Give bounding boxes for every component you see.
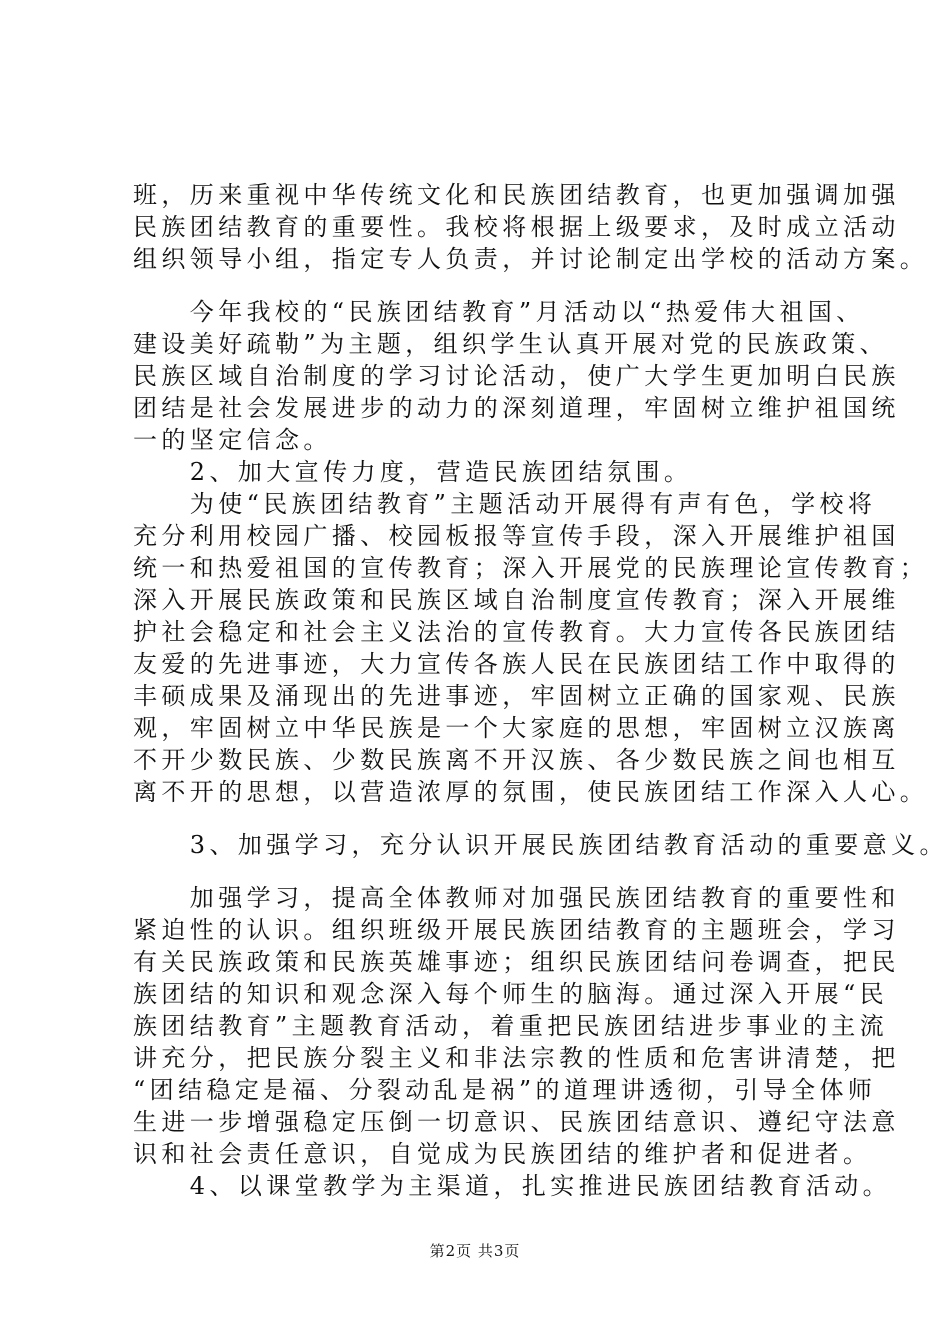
text-line: 紧迫性的认识。组织班级开展民族团结教育的主题班会，学习 [133,916,900,944]
page-number-footer: 第2页 共3页 [429,1242,521,1260]
text-line: 今年我校的“民族团结教育”月活动以“热爱伟大祖国、 [133,298,865,326]
text-line: 族团结教育”主题教育活动，着重把民族团结进步事业的主流 [133,1012,889,1040]
text-line: 生进一步增强稳定压倒一切意识、民族团结意识、遵纪守法意 [133,1108,900,1136]
text-line: 识和社会责任意识，自觉成为民族团结的维护者和促进者。 [133,1140,872,1168]
text-line: “团结稳定是福、分裂动乱是祸”的道理讲透彻，引导全体师 [133,1076,877,1104]
text-line: 观，牢固树立中华民族是一个大家庭的思想，牢固树立汉族离 [133,714,900,742]
text-line: 丰硕成果及涌现出的先进事迹，牢固树立正确的国家观、民族 [133,682,900,710]
text-line: 统一和热爱祖国的宣传教育；深入开展党的民族理论宣传教育； [133,554,929,582]
text-line: 有关民族政策和民族英雄事迹；组织民族团结问卷调查，把民 [133,948,900,976]
section-heading: 4、以课堂教学为主渠道，扎实推进民族团结教育活动。 [133,1172,892,1200]
text-line: 建设美好疏勒”为主题，组织学生认真开展对党的民族政策、 [133,330,889,358]
text-line: 族团结的知识和观念深入每个师生的脑海。通过深入开展“民 [133,980,889,1008]
text-line: 护社会稳定和社会主义法治的宣传教育。大力宣传各民族团结 [133,618,900,646]
text-line: 不开少数民族、少数民族离不开汉族、各少数民族之间也相互 [133,746,900,774]
section-heading: 2、加大宣传力度，营造民族团结氛围。 [133,458,693,486]
text-line: 为使“民族团结教育”主题活动开展得有声有色，学校将 [133,490,877,518]
text-line: 班，历来重视中华传统文化和民族团结教育，也更加强调加强 [133,181,900,209]
text-line: 民族区域自治制度的学习讨论活动，使广大学生更加明白民族 [133,362,900,390]
text-line: 民族团结教育的重要性。我校将根据上级要求，及时成立活动 [133,213,900,241]
text-line: 充分利用校园广播、校园板报等宣传手段，深入开展维护祖国 [133,522,900,550]
text-line: 组织领导小组，指定专人负责，并讨论制定出学校的活动方案。 [133,245,929,273]
text-line: 深入开展民族政策和民族区域自治制度宣传教育；深入开展维 [133,586,900,614]
text-line: 团结是社会发展进步的动力的深刻道理，牢固树立维护祖国统 [133,394,900,422]
text-line: 离不开的思想，以营造浓厚的氛围，使民族团结工作深入人心。 [133,778,929,806]
text-line: 一的坚定信念。 [133,426,332,454]
text-line: 讲充分，把民族分裂主义和非法宗教的性质和危害讲清楚，把 [133,1044,900,1072]
text-line: 加强学习，提高全体教师对加强民族团结教育的重要性和 [133,884,900,912]
text-line: 友爱的先进事迹，大力宣传各族人民在民族团结工作中取得的 [133,650,900,678]
section-heading: 3、加强学习，充分认识开展民族团结教育活动的重要意义。 [133,831,948,859]
